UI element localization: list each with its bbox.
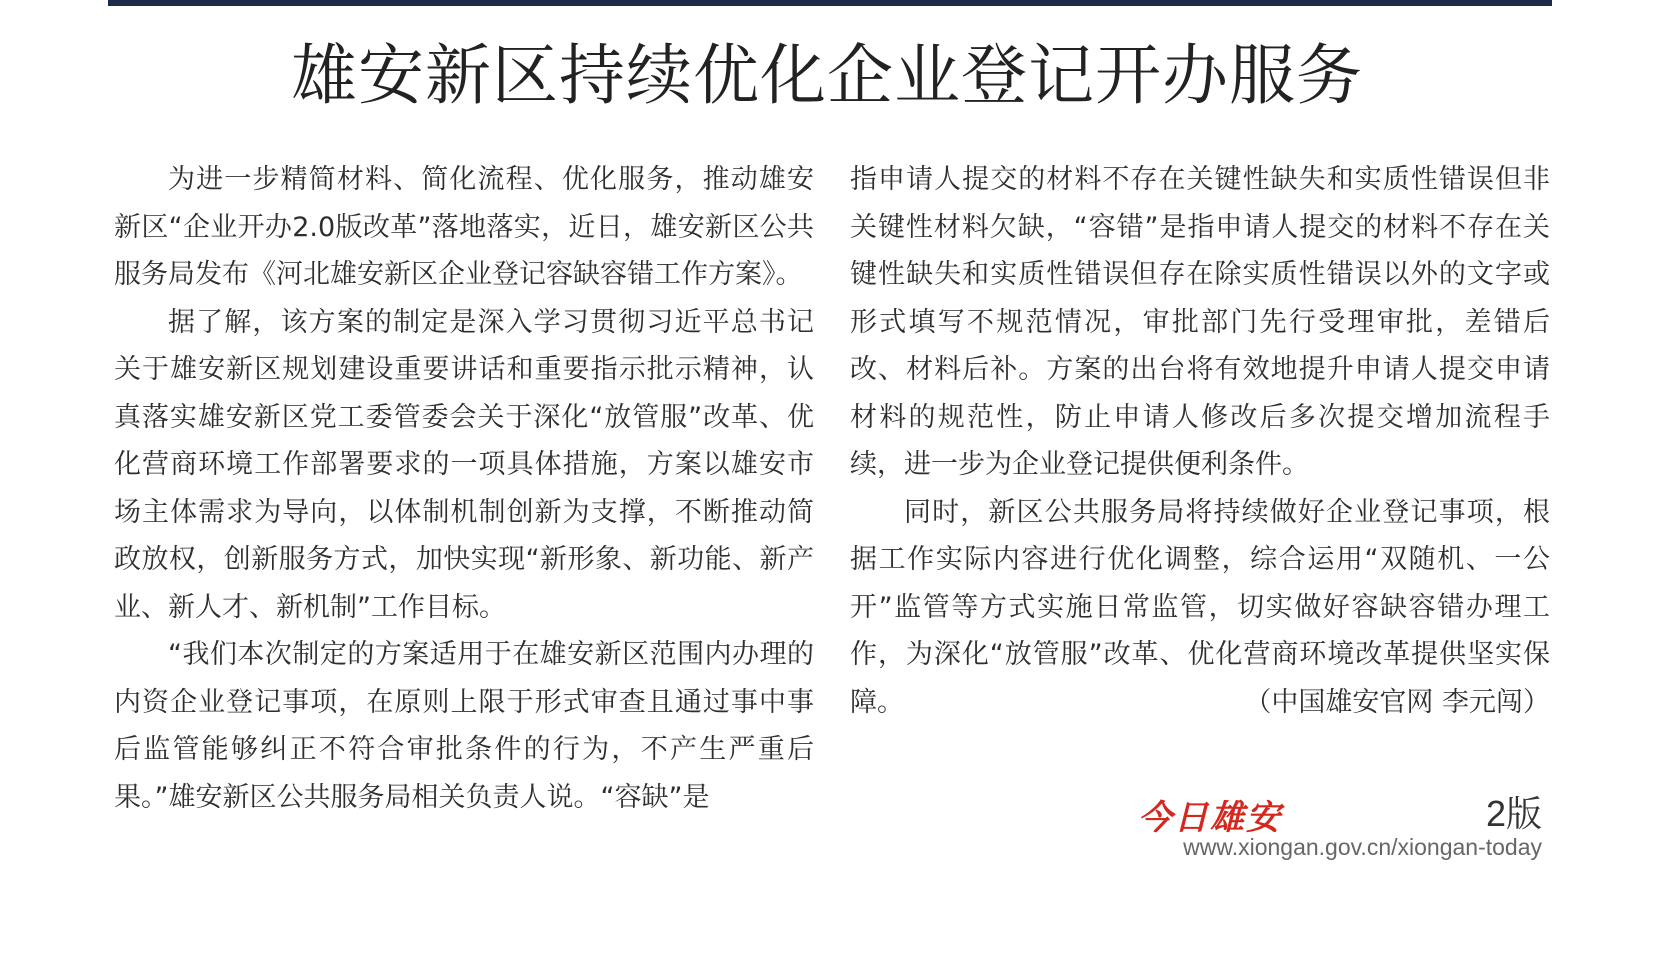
page-number: 2版 — [1485, 793, 1542, 834]
publication-logo: 今日雄安 — [1138, 798, 1282, 838]
paragraph: 据了解，该方案的制定是深入学习贯彻习近平总书记关于雄安新区规划建设重要讲话和重要指示批示精神，认真落实雄安新区党工委管委会关于深化“放管服”改革、优化营商环境工作部署要求的一项具体措施，方案以雄安市场主体需求为导向，以体制机制创新为支撑，不断推动简政放权，创新服务方式，加快实现“新形象、新功能、新产业、新人才、新机制”工作目标。 — [114, 306, 814, 623]
byline: （中国雄安官网 李元闯） — [1244, 686, 1550, 718]
paragraph — [850, 489, 1550, 727]
paragraph: 指申请人提交的材料不存在关键性缺失和实质性错误但非关键性材料欠缺，“容错”是指申请人提交的材料不存在关键性缺失和实质性错误但存在除实质性错误以外的文字或形式填写不规范情况，审批部门先行受理审批，差错后改、材料后补。方案的出台将有效地提升申请人提交申请材料的规范性，防止申请人修改后多次提交增加流程手续，进一步为企业登记提供便利条件。 — [850, 164, 1550, 480]
right-column — [850, 156, 1550, 726]
website-url: www.xiongan.gov.cn/xiongan-today — [1183, 834, 1542, 860]
left-column — [114, 156, 814, 821]
paragraph-text: 同时，新区公共服务局将持续做好企业登记事项，根据工作实际内容进行优化调整，综合运用“双随机、一公开”监管等方式实施日常监管，切实做好容缺容错办理工作，为深化“放管服”改革、优化营商环境改革提供坚实保障。 — [850, 496, 1550, 718]
top-rule — [108, 0, 1552, 6]
article-title: 雄安新区持续优化企业登记开办服务 — [291, 37, 1363, 114]
paragraph: 为进一步精简材料、简化流程、优化服务，推动雄安新区“企业开办2.0版改革”落地落实，近日，雄安新区公共服务局发布《河北雄安新区企业登记容缺容错工作方案》。 — [114, 164, 814, 290]
paragraph: “我们本次制定的方案适用于在雄安新区范围内办理的内资企业登记事项，在原则上限于形式审查且通过事中事后监管能够纠正不符合审批条件的行为，不产生严重后果。”雄安新区公共服务局相关负责人说。“容缺”是 — [114, 639, 814, 813]
